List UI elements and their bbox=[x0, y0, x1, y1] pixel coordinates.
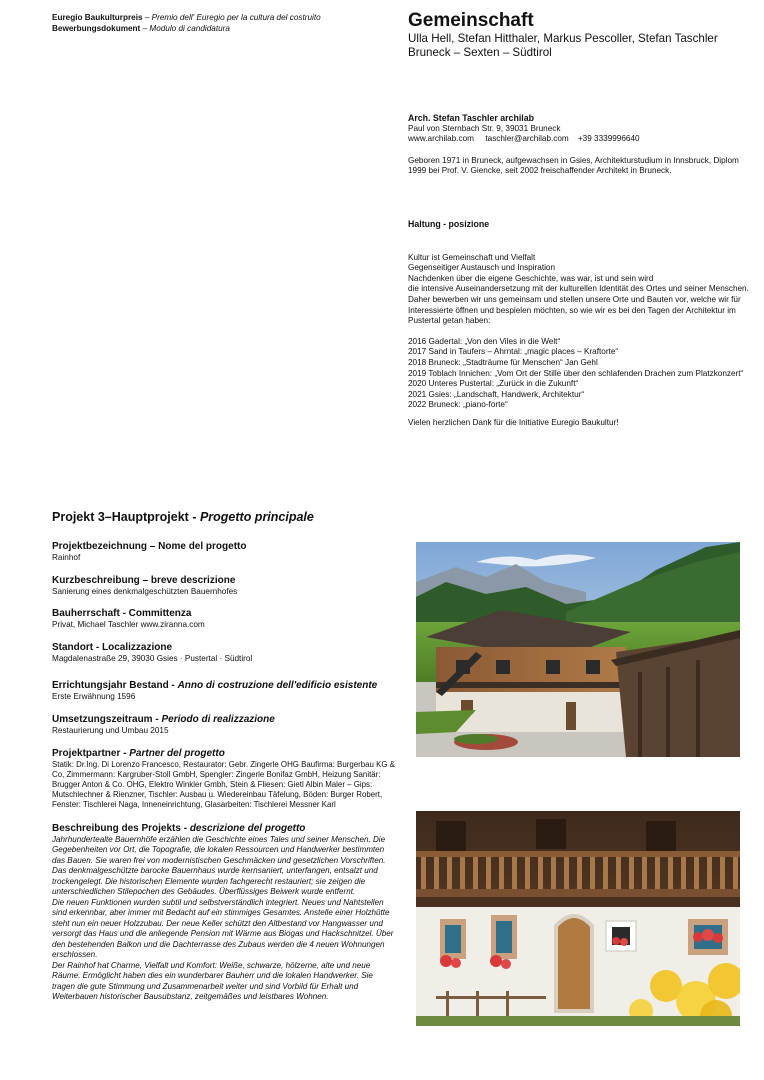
client-value: Privat, Michael Taschler www.ziranna.com bbox=[52, 620, 205, 630]
short-desc-value: Sanierung eines denkmalgeschützten Bauernhofes bbox=[52, 586, 238, 596]
architect-address: Paul von Sternbach Str. 9, 39031 Bruneck bbox=[408, 123, 561, 133]
attitude-text bbox=[408, 253, 758, 327]
event-item: 2022 Bruneck: „piano-forte“ bbox=[408, 400, 508, 410]
event-item: 2017 Sand in Taufers – Ahrntal: „magic places – Kraftorte“ bbox=[408, 347, 619, 357]
architect-contacts bbox=[408, 134, 758, 145]
project-description: Jahrhundertealte Bauernhöfe erzählen die Geschichte eines Tales und seiner Menschen. Die Gegebenheiten vor Ort, die Topografie, die lokalen Ressourcen und Handwerker bestimmten das Bauen. Sie waren frei von modernistischen Geschmäcken und gesetzlichen Vorschriften. Das denkmalgeschützte barocke Bauernhaus wurde kernsaniert, unterfangen, entsalzt und trockengelegt. Die historischen Elemente wurden fachgerecht restauriert; sie zeigen die unterschiedlichen Stilepochen des Gebäudes. Überflüssiges Beiwerk wurde entfernt. Die neuen Funktionen wurden subtil und selbstverständlich integriert. Neues und Nahtstellen sind erkennbar, aber immer mit Bedacht auf ein stimmiges Gesamtes. Anstelle einer Holzhütte steht nun ein neuer Holzzubau. Der neue Keller schützt den Altbestand vor Hangwasser und versorgt das Haus und die anliegende Pension mit Wärme aus Biogas und Hackschnitzel. Über den bestehenden Balkon und die Dachterrasse des Zubaus werden die 4 neuen Wohnungen erschlossen. Der Rainhof hat Charme, Vielfalt und Komfort: Weiße, schwarze, hölzerne, alte und neue Räume. Ermöglicht haben dies ein wunderbarer Bauherr und die lokalen Handwerker. Sie tragen die gute Stimmung und Zusammenarbeit weiter und sind Vorbild für Erhalt und Weiterbauen historischer Bausubstanz, zeitgemäßes und leistbares Wohnen. bbox=[52, 834, 394, 1002]
period-label: Umsetzungszeitraum - Periodo di realizzazione bbox=[52, 713, 275, 725]
short-desc-label: Kurzbeschreibung – breve descrizione bbox=[52, 574, 236, 586]
architect-bio: Geboren 1971 in Bruneck, aufgewachsen in Gsies, Architekturstudium in Innsbruck, Diplom 1999 bei Prof. V. Giencke, seit 2002 freischaffender Architekt in Bruneck. bbox=[408, 155, 739, 176]
farmhouse-landscape-image bbox=[416, 542, 740, 757]
site-label: Standort - Localizzazione bbox=[52, 641, 173, 653]
partners-value: Statik: Dr.Ing. Di Lorenzo Francesco, Restaurator: Gebr. Zingerle OHG Baufirma: Burgerbau KG & Co, Zimmermann: Kargruber-Stoll GmbH, Spengler: Zingerle Bonifaz GmbH, Heizung Sanitär: Brugger Anton & Co. OHG, Elektro Winkler Gmbh, Stein & Fliesen: Gietl Albin Maler – Gips: Mutschlechner & Rienzner, Tischler: Ausbau u. Wiedereinbau Täfelung, Böden: Burger Robert, Fenster: Tischlerei Naga, Inneneinrichtung, Glasarbeiten: Tischlerei Messner Karl bbox=[52, 759, 395, 810]
client-label: Bauherrschaft - Committenza bbox=[52, 608, 192, 620]
photo-farmhouse-exterior bbox=[416, 542, 740, 757]
events-list bbox=[408, 337, 758, 411]
description-label: Beschreibung des Projekts - descrizione del progetto bbox=[52, 822, 306, 834]
period-value: Restaurierung und Umbau 2015 bbox=[52, 725, 169, 735]
attitude-line: die intensive Auseinandersetzung mit der kulturellen Identität des Ortes und seiner Menschen. bbox=[408, 284, 749, 294]
project-details bbox=[52, 541, 397, 1003]
architect-block bbox=[408, 113, 758, 177]
attitude-line: Nachdenken über die eigene Geschichte, was war, ist und sein wird bbox=[408, 273, 654, 283]
document-header bbox=[52, 12, 382, 34]
site-value: Magdalenastraße 29, 39030 Gsies · Pustertal · Südtirol bbox=[52, 653, 253, 663]
architect-name: Arch. Stefan Taschler archilab bbox=[408, 113, 534, 123]
event-item: 2016 Gadertal: „Von den Viles in die Welt“ bbox=[408, 336, 561, 346]
attitude-block bbox=[408, 219, 758, 429]
partners-label: Projektpartner - Partner del progetto bbox=[52, 747, 225, 759]
architect-phone: +39 3339996640 bbox=[577, 134, 640, 144]
photo-farmhouse-facade bbox=[416, 811, 740, 1026]
event-item: 2018 Bruneck: „Stadträume für Menschen“ Jan Gehl bbox=[408, 357, 598, 367]
community-location: Bruneck – Sexten – Südtirol bbox=[408, 46, 552, 59]
community-block bbox=[408, 10, 758, 60]
project-name-label: Projektbezeichnung – Nome del progetto bbox=[52, 541, 247, 552]
thanks-note: Vielen herzlichen Dank für die Initiative Euregio Baukultur! bbox=[408, 417, 619, 427]
attitude-heading: Haltung - posizione bbox=[408, 219, 490, 229]
architect-website[interactable]: www.archilab.com bbox=[408, 134, 474, 144]
attitude-line: Gegenseitiger Austausch und Inspiration bbox=[408, 263, 556, 273]
event-item: 2021 Gsies: „Landschaft, Handwerk, Architektur“ bbox=[408, 389, 585, 399]
year-label: Errichtungsjahr Bestand - Anno di costruzione dell'edificio esistente bbox=[52, 680, 378, 692]
header-line-form: Bewerbungsdokument – Modulo di candidatura bbox=[52, 24, 230, 33]
project-name-value: Rainhof bbox=[52, 553, 81, 562]
attitude-line: Kultur ist Gemeinschaft und Vielfalt bbox=[408, 252, 536, 262]
event-item: 2019 Toblach Innichen: „Vom Ort der Stille über den schlafenden Drachen zum Platzkonzert“ bbox=[408, 368, 744, 378]
header-line-prize: Euregio Baukulturpreis – Premio dell' Euregio per la cultura del costruito bbox=[52, 13, 321, 22]
year-value: Erste Erwähnung 1596 bbox=[52, 692, 136, 702]
attitude-line: Daher bewerben wir uns gemeinsam und stellen unsere Orte und Bauten vor, welche wir für Interessierte öffnen und bespielen möchten, so wie wir es bei den Tagen der Architektur im Pustertal getan haben: bbox=[408, 294, 741, 326]
project-title: Projekt 3–Hauptprojekt - Progetto principale bbox=[52, 510, 314, 524]
facade-balcony-image bbox=[416, 811, 740, 1026]
architect-email[interactable]: taschler@archilab.com bbox=[485, 134, 569, 144]
community-people: Ulla Hell, Stefan Hitthaler, Markus Pescoller, Stefan Taschler bbox=[408, 32, 718, 45]
page-title: Gemeinschaft bbox=[408, 10, 534, 31]
event-item: 2020 Unteres Pustertal: „Zurück in die Zukunft“ bbox=[408, 379, 579, 389]
